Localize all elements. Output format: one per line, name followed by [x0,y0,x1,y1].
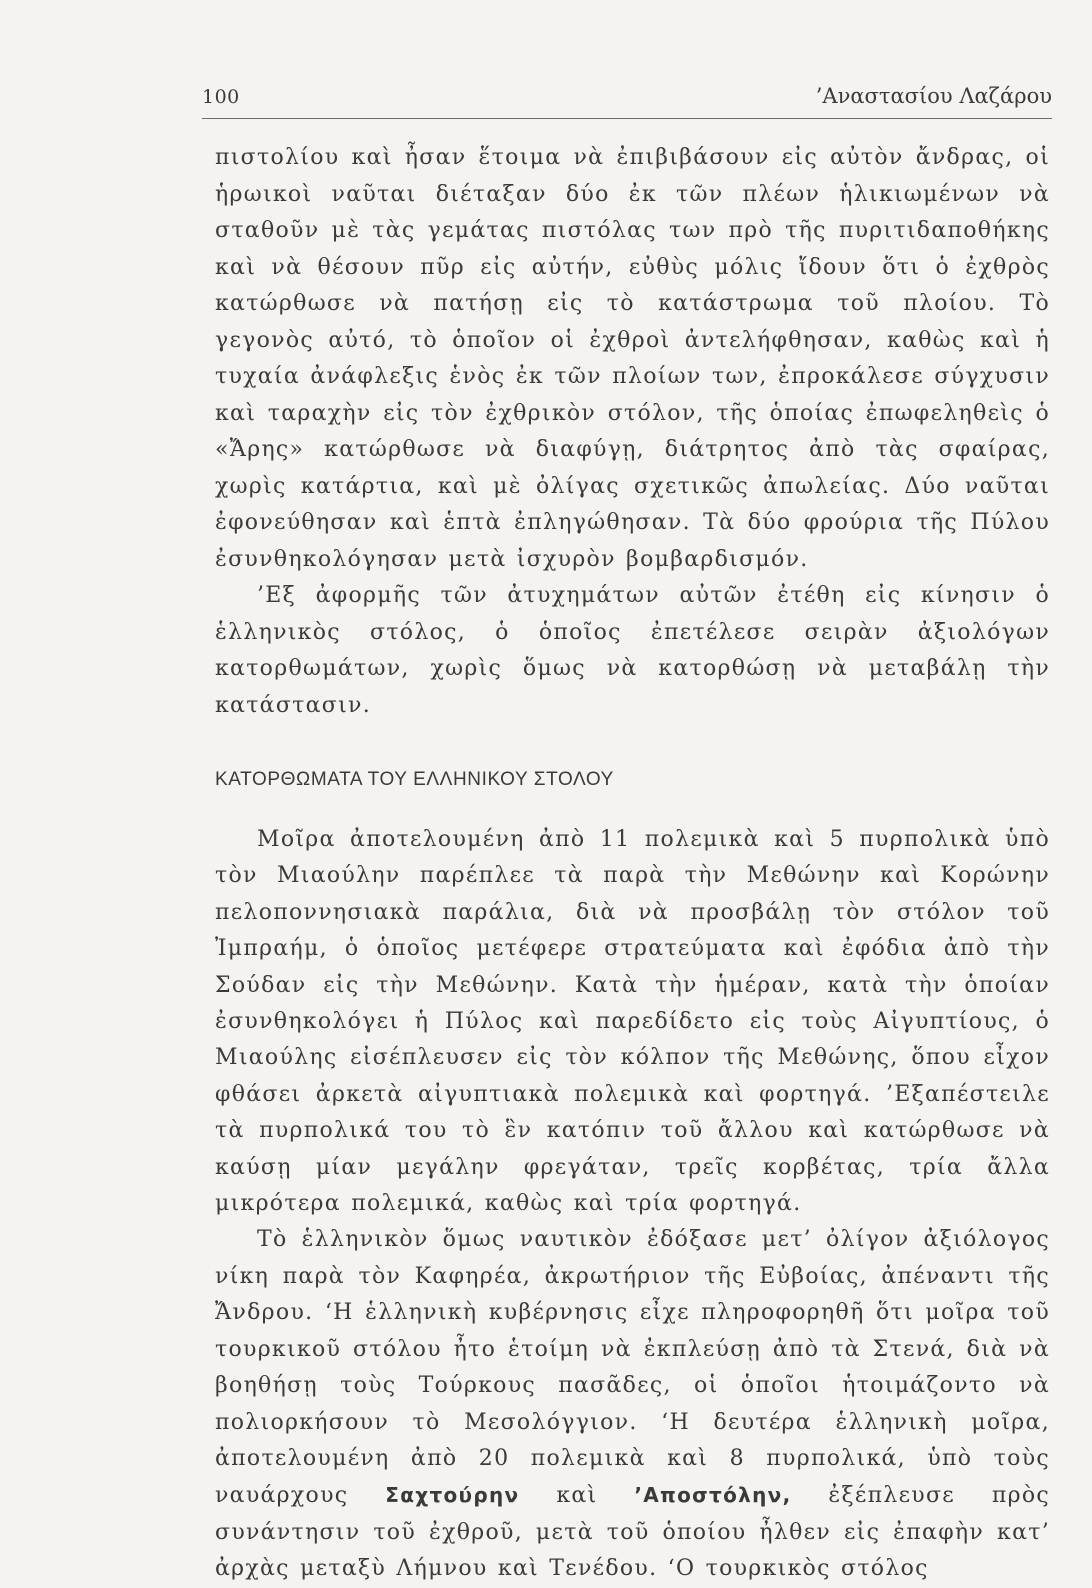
page-header [202,76,1052,116]
page-body [215,140,1050,1588]
admiral-name-sachtouris: Σαχτούρην [385,1483,520,1508]
admiral-name-apostolis: ’Αποστόλην, [634,1483,792,1508]
running-head: ’Αναστασίου Λαζάρου [815,84,1052,108]
section-heading: ΚΑΤΟΡΘΩΜΑΤΑ ΤΟΥ ΕΛΛΗΝΙΚΟΥ ΣΤΟΛΟΥ [215,769,614,790]
conjunction: καὶ [556,1483,598,1509]
paragraph-4-part-1: Τὸ ἑλληνικὸν ὅμως ναυτικὸν ἐδόξασε μετ’ ὀλίγον ἀξιόλογος νίκη παρὰ τὸν Καφηρέα, ἀκρωτήριον τῆς Εὐβοίας, ἀπέναντι τῆς Ἄνδρου. ‘Η ἑλληνικὴ κυβέρνησις εἶχε πληροφορηθῆ ὅτι μοῖρα τοῦ τουρκικοῦ στόλου ἦτο ἑτοίμη νὰ ἐκπλεύσῃ ἀπὸ τὰ Στενά, διὰ νὰ βοηθήσῃ τοὺς Τούρκους πασᾶδες, οἱ ὁποῖοι ἡτοιμάζοντο νὰ πολιορκήσουν τὸ Μεσολόγγιον. ‘Η δευτέρα ἑλληνικὴ μοῖρα, ἀποτελουμένη ἀπὸ 20 πολεμικὰ καὶ 8 πυρπολικά, ὑπὸ τοὺς ναυάρχους [215,1227,1050,1509]
paragraph-3: Μοῖρα ἀποτελουμένη ἀπὸ 11 πολεμικὰ καὶ 5 πυρπολικὰ ὑπὸ τὸν Μιαούλην παρέπλεε τὰ παρὰ τὴν Μεθώνην καὶ Κορώνην πελοποννησιακὰ παράλια, διὰ νὰ προσβάλῃ τὸν στόλον τοῦ Ἰμπραήμ, ὁ ὁποῖος μετέφερε στρατεύματα καὶ ἐφόδια ἀπὸ τὴν Σούδαν εἰς τὴν Μεθώνην. Κατὰ τὴν ἡμέραν, κατὰ τὴν ὁποίαν ἐσυνθηκολόγει ἡ Πύλος καὶ παρεδίδετο εἰς τοὺς Αἰγυπτίους, ὁ Μιαούλης εἰσέπλευσεν εἰς τὸν κόλπον τῆς Μεθώνης, ὅπου εἶχον φθάσει ἀρκετὰ αἰγυπτιακὰ πολεμικὰ καὶ φορτηγά. ’Εξαπέστειλε τὰ πυρπολικά του τὸ ἓν κατόπιν τοῦ ἄλλου καὶ κατώρθωσε νὰ καύσῃ μίαν μεγάλην φρεγάταν, τρεῖς κορβέτας, τρία ἄλλα μικρότερα πολεμικά, καθὼς καὶ τρία φορτηγά. [215,827,1050,1217]
paragraph-4-part-2: ἐξέπλευσε πρὸς συνάντησιν τοῦ ἐχθροῦ, μετὰ τοῦ ὁποίου ἦλθεν εἰς ἐπαφὴν κατ’ ἀρχὰς μεταξὺ Λήμνου καὶ Τενέδου. ‘Ο τουρκικὸς στόλος [215,1483,1050,1582]
paragraph-1: πιστολίου καὶ ἦσαν ἕτοιμα νὰ ἐπιβιβάσουν εἰς αὐτὸν ἄνδρας, οἱ ἡρωικοὶ ναῦται διέταξαν δύο ἐκ τῶν πλέων ἡλικιωμένων νὰ σταθοῦν μὲ τὰς γεμάτας πιστόλας των πρὸ τῆς πυριτιδαποθήκης καὶ νὰ θέσουν πῦρ εἰς αὐτήν, εὐθὺς μόλις ἴδουν ὅτι ὁ ἐχθρὸς κατώρθωσε νὰ πατήσῃ εἰς τὸ κατάστρωμα τοῦ πλοίου. Τὸ γεγονὸς αὐτό, τὸ ὁποῖον οἱ ἐχθροὶ ἀντελήφθησαν, καθὼς καὶ ἡ τυχαία ἀνάφλεξις ἑνὸς ἐκ τῶν πλοίων των, ἐπροκάλεσε σύγχυσιν καὶ ταραχὴν εἰς τὸν ἐχθρικὸν στόλον, τῆς ὁποίας ἐπωφεληθεὶς ὁ «Ἄρης» κατώρθωσε νὰ διαφύγῃ, διάτρητος ἀπὸ τὰς σφαίρας, χωρὶς κατάρτια, καὶ μὲ ὀλίγας σχετικῶς ἀπωλείας. Δύο ναῦται ἐφονεύθησαν καὶ ἑπτὰ ἐπληγώθησαν. Τὰ δύο φρούρια τῆς Πύλου ἐσυνθηκολόγησαν μετὰ ἰσχυρὸν βομβαρδισμόν. [215,145,1050,572]
paragraph-4 [215,1222,1050,1587]
paragraph-2: ’Εξ ἀφορμῆς τῶν ἀτυχημάτων αὐτῶν ἐτέθη εἰς κίνησιν ὁ ἑλληνικὸς στόλος, ὁ ὁποῖος ἐπετέλεσε σειρὰν ἀξιολόγων κατορθωμάτων, χωρὶς ὅμως νὰ κατορθώσῃ νὰ μεταβάλῃ τὴν κατάστασιν. [215,583,1050,718]
page-number: 100 [202,86,240,108]
header-rule [202,118,1052,119]
